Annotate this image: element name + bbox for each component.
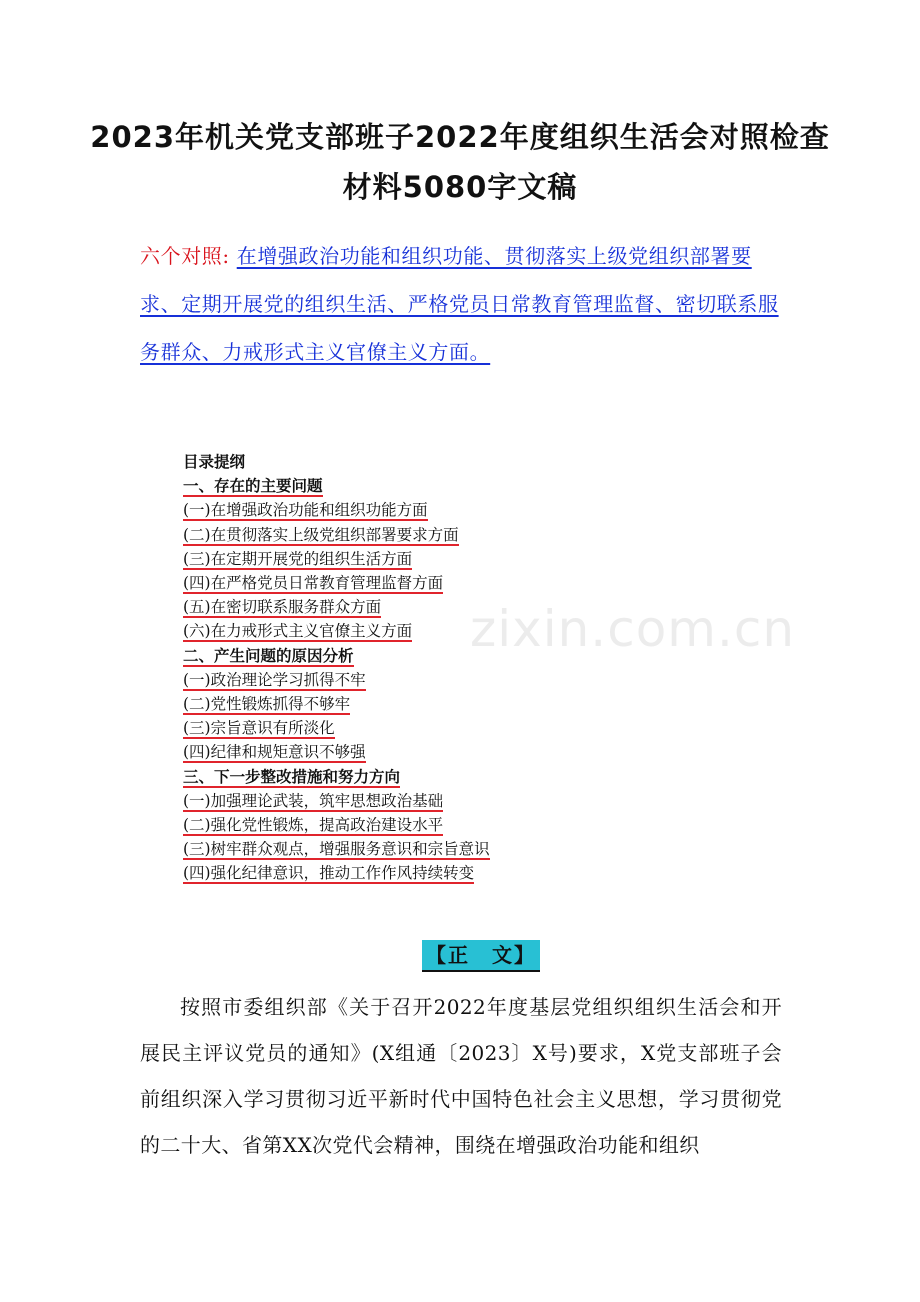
toc-item[interactable]: (三)在定期开展党的组织生活方面 bbox=[183, 549, 413, 568]
toc-item[interactable]: (一)加强理论武装，筑牢思想政治基础 bbox=[183, 791, 444, 810]
toc-item[interactable]: (六)在力戒形式主义官僚主义方面 bbox=[183, 622, 413, 641]
toc-item[interactable]: (五)在密切联系服务群众方面 bbox=[183, 598, 382, 617]
body-paragraph: 按照市委组织部《关于召开2022年度基层党组织组织生活会和开展民主评议党员的通知》(X组通〔2023〕X号)要求，X党支部班子会前组织深入学习贯彻习近平新时代中国特色社会主义思想，学习贯彻党的二十大、省第XX次党代会精神，围绕在增强政治功能和组织 bbox=[140, 995, 782, 1157]
toc-item[interactable]: (四)在严格党员日常教育管理监督方面 bbox=[183, 574, 444, 593]
toc-heading: 目录提纲 bbox=[183, 452, 246, 471]
intro-paragraph bbox=[140, 232, 782, 376]
toc-item[interactable]: (二)党性锻炼抓得不够牢 bbox=[183, 695, 351, 714]
toc-section[interactable]: 二、产生问题的原因分析 bbox=[183, 645, 354, 665]
toc-item[interactable]: (四)纪律和规矩意识不够强 bbox=[183, 743, 366, 762]
toc-item[interactable]: (三)树牢群众观点，增强服务意识和宗旨意识 bbox=[183, 840, 490, 859]
body-heading: 【正 文】 bbox=[422, 940, 540, 972]
toc-item[interactable]: (一)政治理论学习抓得不牢 bbox=[183, 670, 366, 689]
toc-item[interactable]: (一)在增强政治功能和组织功能方面 bbox=[183, 501, 428, 520]
toc-item[interactable]: (三)宗旨意识有所淡化 bbox=[183, 719, 335, 738]
toc-item[interactable]: (二)在贯彻落实上级党组织部署要求方面 bbox=[183, 525, 459, 544]
toc-section[interactable]: 一、存在的主要问题 bbox=[183, 476, 323, 496]
document-title: 2023年机关党支部班子2022年度组织生活会对照检查材料5080字文稿 bbox=[90, 120, 830, 204]
toc-section[interactable]: 三、下一步整改措施和努力方向 bbox=[183, 766, 401, 786]
table-of-contents bbox=[183, 450, 490, 886]
toc-item[interactable]: (二)强化党性锻炼，提高政治建设水平 bbox=[183, 816, 444, 835]
intro-label: 六个对照: bbox=[140, 244, 230, 268]
toc-item[interactable]: (四)强化纪律意识，推动工作作风持续转变 bbox=[183, 864, 475, 883]
watermark: zixin.com.cn bbox=[470, 600, 796, 658]
intro-link[interactable]: 在增强政治功能和组织功能、贯彻落实上级党组织部署要求、定期开展党的组织生活、严格党员日常教育管理监督、密切联系服务群众、力戒形式主义官僚主义方面。 bbox=[140, 244, 779, 364]
